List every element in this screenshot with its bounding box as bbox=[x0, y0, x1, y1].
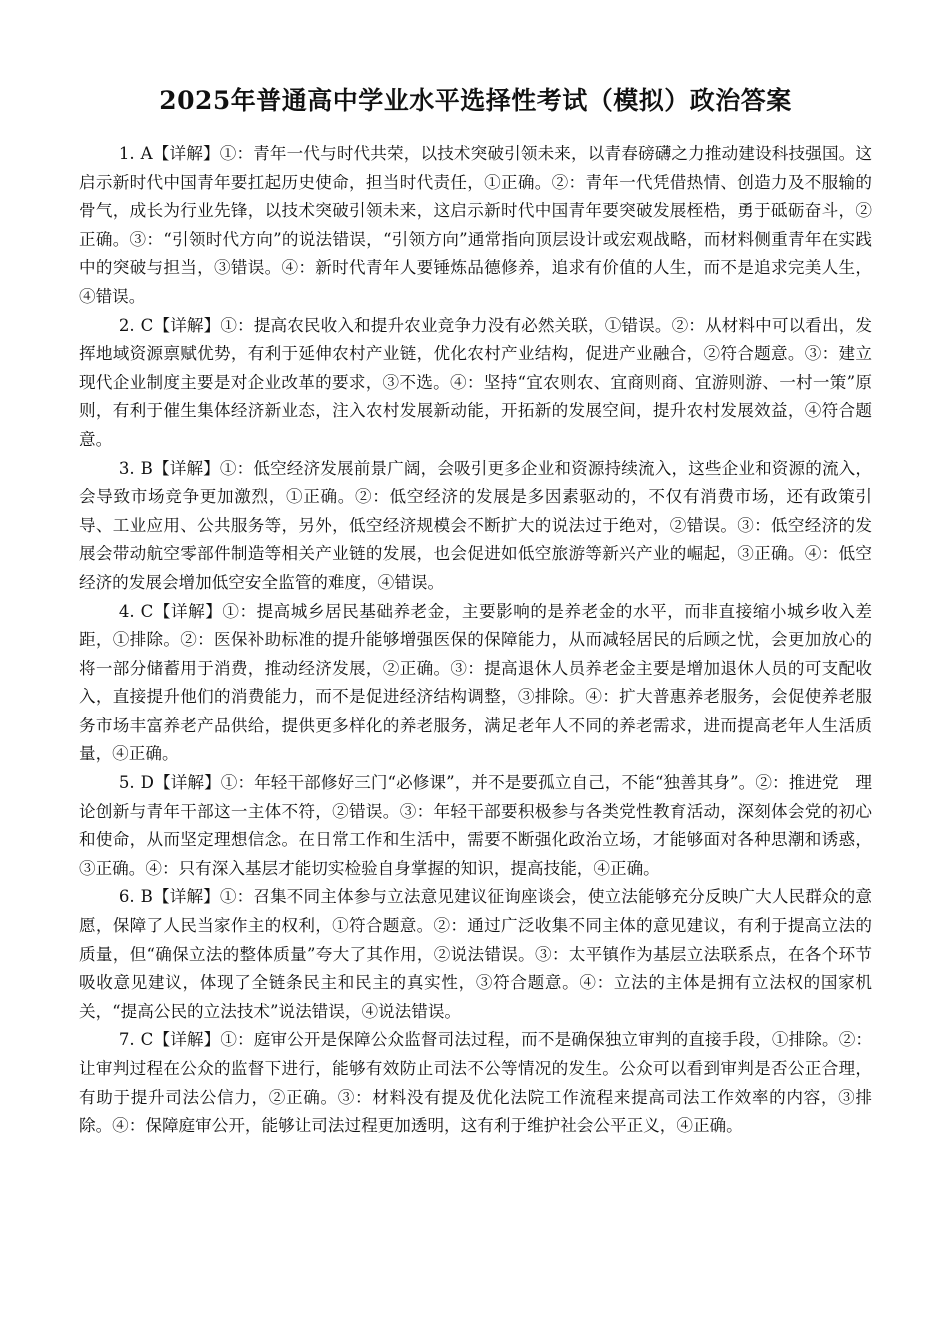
answer-item-4 bbox=[79, 598, 872, 770]
answer-number: 5. bbox=[118, 773, 135, 793]
answer-label: 【详解】 bbox=[153, 773, 221, 793]
answer-explanation: ①：庭审公开是保障公众监督司法过程，而不是确保独立审判的直接手段，①排除。②：让审判过程在公众的监督下进行，能够有效防止司法不公等情况的发生。公众可以看到审判是否公正合理，有助于提升司法公信力，②正确。③：材料没有提及优化法院工作流程来提高司法工作效率的内容，③排除。④：保障庭审公开，能够让司法过程更加透明，这有利于维护社会公平正义，④正确。 bbox=[79, 1030, 872, 1136]
answer-choice: C bbox=[140, 315, 154, 335]
answer-number: 2. bbox=[118, 315, 135, 335]
answer-explanation: ①：青年一代与时代共荣，以技术突破引领未来，以青春磅礴之力推动建设科技强国。这启示新时代中国青年要扛起历史使命，担当时代责任，①正确。②：青年一代凭借热情、创造力及不服输的骨气，成长为行业先锋，以技术突破引领未来，这启示新时代中国青年要突破发展桎梏，勇于砥砺奋斗，②正确。③：“引领时代方向”的说法错误，“引领方向”通常指向顶层设计或宏观战略，而材料侧重青年在实践中的突破与担当，③错误。④：新时代青年人要锤炼品德修养，追求有价值的人生，而不是追求完美人生，④错误。 bbox=[79, 144, 873, 306]
document-title: 2025年普通高中学业水平选择性考试（模拟）政治答案 bbox=[159, 86, 792, 115]
answer-number: 6. bbox=[118, 887, 135, 907]
answer-number: 4. bbox=[118, 601, 135, 621]
answer-label: 【详解】 bbox=[152, 887, 220, 907]
answer-explanation: ①：低空经济发展前景广阔，会吸引更多企业和资源持续流入，这些企业和资源的流入，会导致市场竞争更加激烈，①正确。②：低空经济的发展是多因素驱动的，不仅有消费市场，还有政策引导、工业应用、公共服务等，另外，低空经济规模会不断扩大的说法过于绝对，②错误。③：低空经济的发展会带动航空零部件制造等相关产业链的发展，也会促进如低空旅游等新兴产业的崛起，③正确。④：低空经济的发展会增加低空安全监管的难度，④错误。 bbox=[79, 458, 873, 592]
answer-number: 3. bbox=[118, 458, 135, 478]
answer-item-1 bbox=[79, 140, 872, 312]
answer-choice: C bbox=[140, 601, 154, 621]
answer-item-5 bbox=[79, 769, 872, 883]
answer-label: 【详解】 bbox=[153, 315, 221, 335]
answer-choice: B bbox=[140, 887, 153, 907]
answer-explanation: ①：年轻干部修好三门“必修课”，并不是要孤立自己，不能“独善其身”。②：推进党 理论创新与青年干部这一主体不符，②错误。③：年轻干部要积极参与各类党性教育活动，深刻体会党的初心和使命，从而坚定理想信念。在日常工作和生活中，需要不断强化政治立场，才能够面对各种思潮和诱惑，③正确。④：只有深入基层才能切实检验自身掌握的知识，提高技能，④正确。 bbox=[79, 773, 873, 878]
answer-item-3 bbox=[79, 455, 872, 598]
answer-label: 【详解】 bbox=[153, 1030, 221, 1050]
answer-choice: A bbox=[140, 144, 153, 163]
answer-item-7 bbox=[79, 1026, 872, 1140]
answer-choice: C bbox=[140, 1030, 154, 1050]
answer-number: 1. bbox=[118, 144, 135, 163]
answer-item-6 bbox=[79, 883, 872, 1026]
answer-item-2 bbox=[79, 312, 872, 455]
answer-choice: D bbox=[140, 773, 154, 793]
answer-explanation: ①：召集不同主体参与立法意见建议征询座谈会，使立法能够充分反映广大人民群众的意愿，保障了人民当家作主的权利，①符合题意。②：通过广泛收集不同主体的意见建议，有利于提高立法的质量，但“确保立法的整体质量”夸大了其作用，②说法错误。③：太平镇作为基层立法联系点，在各个环节吸收意见建议，体现了全链条民主和民主的真实性，③符合题意。④：立法的主体是拥有立法权的国家机关，“提高公民的立法技术”说法错误，④说法错误。 bbox=[79, 887, 873, 1021]
answer-label: 【详解】 bbox=[152, 144, 220, 163]
answer-explanation: ①：提高城乡居民基础养老金，主要影响的是养老金的水平，而非直接缩小城乡收入差距，①排除。②：医保补助标准的提升能够增强医保的保障能力，从而减轻居民的后顾之忧，会更加放心的将一部分储蓄用于消费，推动经济发展，②正确。③：提高退休人员养老金主要是增加退休人员的可支配收入，直接提升他们的消费能力，而不是促进经济结构调整，③排除。④：扩大普惠养老服务，会促使养老服务市场丰富养老产品供给，提供更多样化的养老服务，满足老年人不同的养老需求，进而提高老年人生活质量，④正确。 bbox=[79, 601, 873, 764]
answer-explanation: ①：提高农民收入和提升农业竞争力没有必然关联，①错误。②：从材料中可以看出，发挥地域资源禀赋优势，有利于延伸农村产业链，优化农村产业结构，促进产业融合，②符合题意。③：建立现代企业制度主要是对企业改革的要求，③不选。④：坚持“宜农则农、宜商则商、宜游则游、一村一策”原则，有利于催生集体经济新业态，注入农村发展新动能，开拓新的发展空间，提升农村发展效益，④符合题意。 bbox=[79, 315, 872, 449]
answer-number: 7. bbox=[118, 1030, 135, 1050]
answer-choice: B bbox=[140, 458, 153, 478]
answer-label: 【详解】 bbox=[152, 458, 220, 478]
answer-label: 【详解】 bbox=[153, 601, 223, 621]
